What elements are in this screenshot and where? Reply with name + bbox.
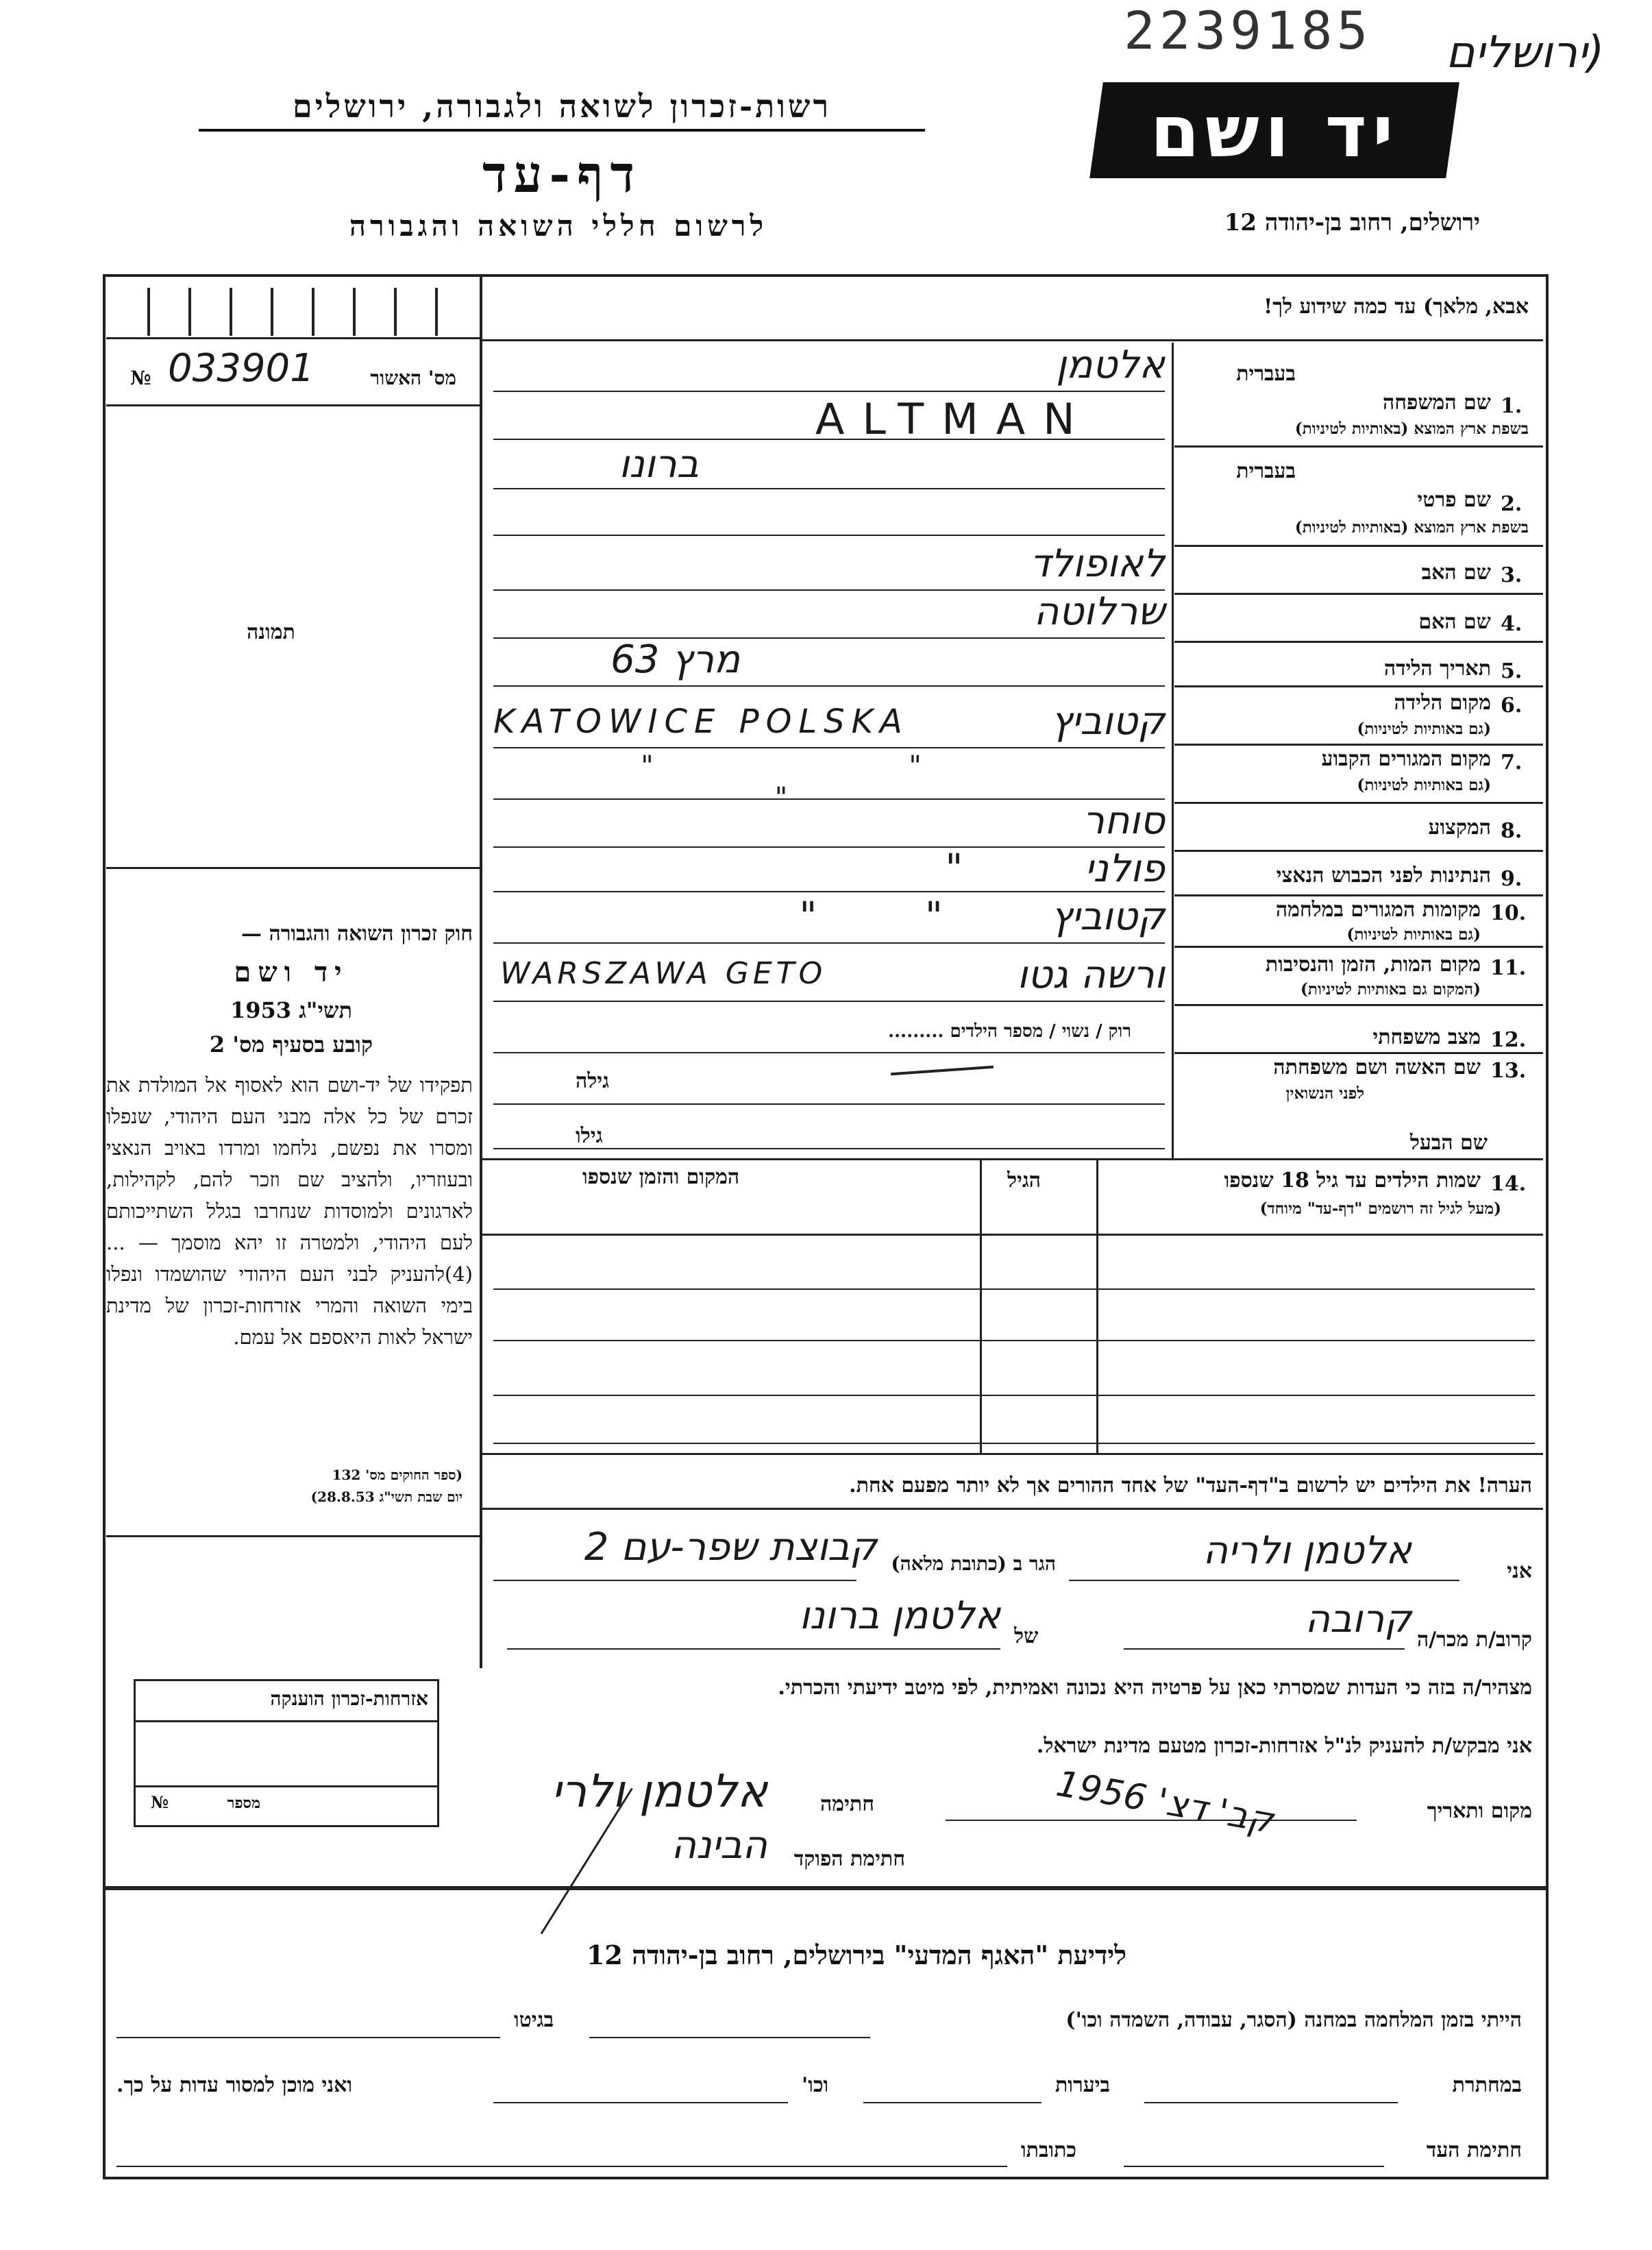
of-label: של: [1014, 1624, 1039, 1648]
law-name: יד ושם: [234, 956, 349, 988]
footer-line1-fill-b: [116, 2037, 500, 2038]
field-13-num: 13.: [1490, 1059, 1527, 1083]
field-6-sub: (גם באותיות לטיניות): [1357, 720, 1491, 738]
field-11-latin: WARSZAWA GETO: [500, 956, 827, 991]
law-ref-1: (ספר החוקים מס' 132: [332, 1467, 463, 1483]
field-9-line: [493, 891, 1165, 892]
place-date-line: [946, 1820, 1357, 1821]
field-6-latin: KATOWICE POLSKA: [493, 702, 909, 741]
children-col-place: המקום והזמן שנספו: [582, 1165, 740, 1189]
left-column-divider: [480, 277, 482, 1668]
field-12-num: 12.: [1490, 1028, 1527, 1052]
field-8-value: סוחר: [1083, 798, 1165, 843]
citizenship-no-label: מספר: [227, 1794, 260, 1812]
place-date-value: קב' דצ' 1956: [1053, 1763, 1277, 1842]
permit-box-bottom: [106, 404, 480, 406]
field-13-bottom: [482, 1158, 1543, 1160]
declarant-address: קבוצת שפר-עם 2: [584, 1525, 877, 1569]
law-clause: קובע בסעיף מס' 2: [209, 1031, 373, 1057]
declaration-text: מצהיר/ה בזה כי העדות שמסרתי כאן על פרטיה היא נכונה ואמיתית, לפי מיטב ידיעתי והכרתי.: [778, 1676, 1532, 1700]
footer-line1-fill-a: [589, 2037, 870, 2038]
field-13-label: שם האשה ושם משפחתה: [1273, 1055, 1481, 1079]
officer-label: חתימת הפוקד: [793, 1847, 905, 1871]
form-title: דף-עד: [482, 145, 642, 204]
relation-line: [1124, 1648, 1405, 1650]
field-1-hebrew: אלטמן: [1056, 343, 1165, 387]
declarant-name-line: [1069, 1580, 1459, 1581]
field-2-label: שם פרטי: [1417, 488, 1491, 512]
field-3-value: לאופולד: [1029, 541, 1165, 586]
children-row-4: [493, 1443, 1535, 1444]
address: ירושלים, רחוב בן-יהודה 12: [1224, 209, 1480, 236]
field-1-line-a: [493, 391, 1165, 392]
field-1-label: שם המשפחה: [1382, 391, 1491, 415]
field-7-value: " " ": [641, 750, 1045, 814]
field-4-value: שרלוטה: [1033, 589, 1165, 634]
children-num: 14.: [1490, 1172, 1527, 1196]
field-12-label: מצב משפחתי: [1372, 1025, 1481, 1049]
photo-box-bottom: [106, 867, 480, 869]
husband-line: [493, 1148, 1165, 1149]
field-11-sub: (המקום גם באותיות לטיניות): [1300, 980, 1481, 999]
field-1-bottom: [1174, 445, 1543, 448]
note-bottom: [482, 1508, 1543, 1510]
field-4-bottom: [1174, 641, 1543, 643]
field-9-value: פולני ": [945, 846, 1165, 891]
field-10-line: [493, 942, 1165, 944]
field-12-options: רוק / נשוי / מספר הילדים .........: [887, 1021, 1131, 1042]
field-1-num: 1.: [1501, 394, 1522, 418]
field-1-sub: בשפת ארץ המוצא (באותיות לטיניות): [1294, 419, 1529, 438]
husband-label: שם הבעל: [1409, 1131, 1488, 1155]
field-13-sub: לפני הנשואין: [1285, 1084, 1364, 1103]
footer-line2-a: במחתרת: [1452, 2073, 1522, 2097]
officer-signature: הבינה: [671, 1823, 767, 1868]
field-7-label: מקום המגורים הקבוע: [1321, 747, 1491, 771]
children-col-div-2: [1096, 1158, 1098, 1453]
permit-label: מס' האשור: [370, 367, 456, 389]
law-text: תפקידו של יד-ושם הוא לאסוף אל המולדת את זכרם של כל אלה מבני העם היהודי, שנפלו ומסרו את נפשם, נלחמו ומרדו באויב הנאצי ובעוזריו, ולהציב שם וזכר להם, לקהילות, לארגונים ולמוסדות שנחרבו בגלל השתייכותם לעם היהודי, ולמטרה זו יהא מוסמך — ...(4)להעניק לבני העם היהודי שהושמדו ונפלו בימי השואה והמרי אזרחות-זכרון של מדינת ישראל לאות היאספם אל עמם.: [106, 1073, 473, 1349]
field-9-label: הנתינות לפני הכבוש הנאצי: [1276, 864, 1491, 888]
field-12-bottom: [1174, 1052, 1543, 1054]
of-name-line: [507, 1648, 1000, 1650]
field-10-sub: (גם באותיות לטיניות): [1346, 925, 1481, 944]
footer-line2-fill-b: [863, 2102, 1041, 2103]
field-13-age: גילה: [576, 1069, 610, 1093]
field-1-latin: ALTMAN: [815, 394, 1093, 444]
children-sub: (מעל לגיל זה רושמים "דף-עד" מיוחד): [1259, 1199, 1501, 1218]
signature-value: אלטמן ולרי: [551, 1765, 767, 1818]
field-12-line: [493, 1052, 1165, 1053]
field-4-num: 4.: [1501, 612, 1522, 636]
husband-age: גילו: [576, 1124, 603, 1148]
field-8-num: 8.: [1501, 819, 1522, 843]
authority-underline: [199, 129, 925, 132]
field-7-bottom: [1174, 802, 1543, 804]
footer-line3-b: כתובתו: [1021, 2138, 1077, 2162]
i-label: אני: [1507, 1559, 1532, 1583]
field-8-bottom: [1174, 850, 1543, 852]
footer-line2-c: וכו': [802, 2073, 829, 2097]
field-5-line: [493, 685, 1165, 687]
footer-line2-fill-c: [493, 2102, 788, 2103]
permit-no-prefix: №: [130, 367, 151, 389]
logo-text: יד ושם: [1150, 90, 1399, 173]
field-4-label: שם האם: [1418, 610, 1491, 634]
children-row-3: [493, 1395, 1535, 1396]
intro-underline: [482, 339, 1543, 341]
field-10-label: מקומות המגורים במלחמה: [1275, 898, 1481, 922]
place-date-label: מקום ותאריך: [1427, 1799, 1532, 1823]
children-label: שמות הילדים עד גיל 18 שנספו: [1224, 1169, 1481, 1193]
field-9-bottom: [1174, 894, 1543, 896]
footer-title: לידיעת "האגף המדעי" בירושלים, רחוב בן-יהודה 12: [586, 1940, 1127, 1970]
children-row-2: [493, 1340, 1535, 1341]
field-6-bottom: [1174, 744, 1543, 746]
tick-marks: [147, 288, 476, 336]
declarant-name: אלטמן ולריה: [1203, 1528, 1411, 1573]
field-7-sub: (גם באותיות לטיניות): [1357, 776, 1491, 794]
field-13-line: [493, 1103, 1165, 1105]
signature-label: חתימה: [820, 1792, 874, 1816]
field-2-sub: בשפת ארץ המוצא (באותיות לטיניות): [1294, 518, 1529, 537]
field-2-line-b: [493, 535, 1165, 536]
field-10-value: קטוביץ " ": [799, 894, 1165, 939]
field-3-bottom: [1174, 593, 1543, 595]
resident-label: הגר ב (כתובת מלאה): [891, 1552, 1056, 1575]
field-6-value: קטוביץ: [1050, 699, 1165, 744]
photo-label: תמונה: [247, 620, 295, 644]
children-col-div-1: [980, 1158, 982, 1453]
relation-label: קרוב/ת מכר/ה: [1416, 1628, 1532, 1652]
field-5-num: 5.: [1501, 659, 1522, 683]
law-title: חוק זכרון השואה והגבורה —: [241, 922, 473, 946]
field-2-bottom: [1174, 545, 1543, 547]
field-1-line-b: [493, 439, 1165, 440]
field-5-label: תאריך הלידה: [1383, 657, 1491, 681]
field-7-num: 7.: [1501, 750, 1522, 774]
footer-line3-fill-b: [116, 2166, 1007, 2167]
footer-line2-b: ביערות: [1055, 2073, 1111, 2097]
citizenship-no-line: [136, 1785, 437, 1787]
field-11-bottom: [1174, 1004, 1543, 1006]
citizenship-no-prefix: №: [151, 1792, 169, 1812]
field-6-label: מקום הלידה: [1394, 691, 1491, 715]
field-9-num: 9.: [1501, 867, 1522, 891]
field-3-label: שם האב: [1421, 561, 1491, 585]
declarant-address-line: [493, 1580, 856, 1581]
field-2-tag: בעברית: [1236, 459, 1296, 483]
footer-line1-a: הייתי בזמן המלחמה במחנה (הסגר, עבודה, השמדה וכו'): [1065, 2008, 1522, 2032]
footer-line3-fill-a: [1124, 2166, 1384, 2167]
field-8-label: המקצוע: [1428, 816, 1491, 840]
field-2-hebrew: ברונו: [619, 442, 699, 487]
tick-baseline: [106, 337, 480, 339]
corner-handwriting: (ירושלים: [1446, 27, 1605, 78]
field-11-line: [493, 1001, 1165, 1002]
law-box-bottom: [106, 1535, 480, 1537]
field-10-bottom: [1174, 946, 1543, 948]
field-6-num: 6.: [1501, 694, 1522, 718]
field-11-num: 11.: [1490, 956, 1527, 980]
footer-line3-a: חתימת העד: [1426, 2138, 1522, 2162]
permit-value: 033901: [168, 346, 315, 391]
field-11-label: מקום המות, הזמן והנסיבות: [1265, 953, 1481, 977]
field-6-line: [493, 747, 1165, 748]
footer-line2-d: ואני מוכן למסור עדות על כך.: [116, 2073, 353, 2097]
field-1-tag: בעברית: [1236, 362, 1296, 386]
request-text: אני מבקש/ת להעניק לנ"ל אזרחות-זכרון מטעם מדינת ישראל.: [1036, 1734, 1532, 1758]
law-year: תשי"ג 1953: [230, 997, 352, 1023]
authority-line: רשות-זכרון לשואה ולגבורה, ירושלים: [292, 88, 832, 125]
children-bottom: [482, 1453, 1543, 1455]
citizenship-title-line: [136, 1720, 437, 1722]
note-text: הערה! את הילדים יש לרשום ב"דף-העד" של אחד ההורים אך לא יותר מפעם אחת.: [849, 1473, 1532, 1497]
footer-frame: [103, 1886, 1549, 2179]
form-subtitle: לרשום חללי השואה והגבורה: [349, 209, 768, 243]
law-ref-2: יום שבת תשי"ג 28.8.53): [310, 1489, 463, 1505]
field-label-divider: [1172, 343, 1174, 1158]
citizenship-box-title: אזרחות-זכרון הוענקה: [270, 1687, 428, 1710]
field-10-num: 10.: [1490, 901, 1527, 925]
of-name: אלטמן ברונו: [799, 1593, 1000, 1638]
field-3-num: 3.: [1501, 563, 1522, 587]
intro-text: אבא, מלאך) עד כמה שידוע לך!: [1263, 295, 1529, 319]
children-row-1: [493, 1288, 1535, 1290]
field-11-value: ורשה גטו: [1017, 953, 1165, 997]
children-header-line: [482, 1234, 1543, 1236]
field-5-value: מרץ 63: [611, 637, 740, 682]
field-2-num: 2.: [1501, 492, 1522, 516]
field-2-line-a: [493, 488, 1165, 489]
field-5-bottom: [1174, 685, 1543, 687]
footer-line1-b: בגיטו: [514, 2008, 554, 2032]
children-col-age: הגיל: [1007, 1169, 1041, 1193]
doc-number: 2239185: [1124, 0, 1372, 61]
footer-line2-fill-a: [1144, 2102, 1398, 2103]
relation-value: קרובה: [1305, 1597, 1411, 1641]
